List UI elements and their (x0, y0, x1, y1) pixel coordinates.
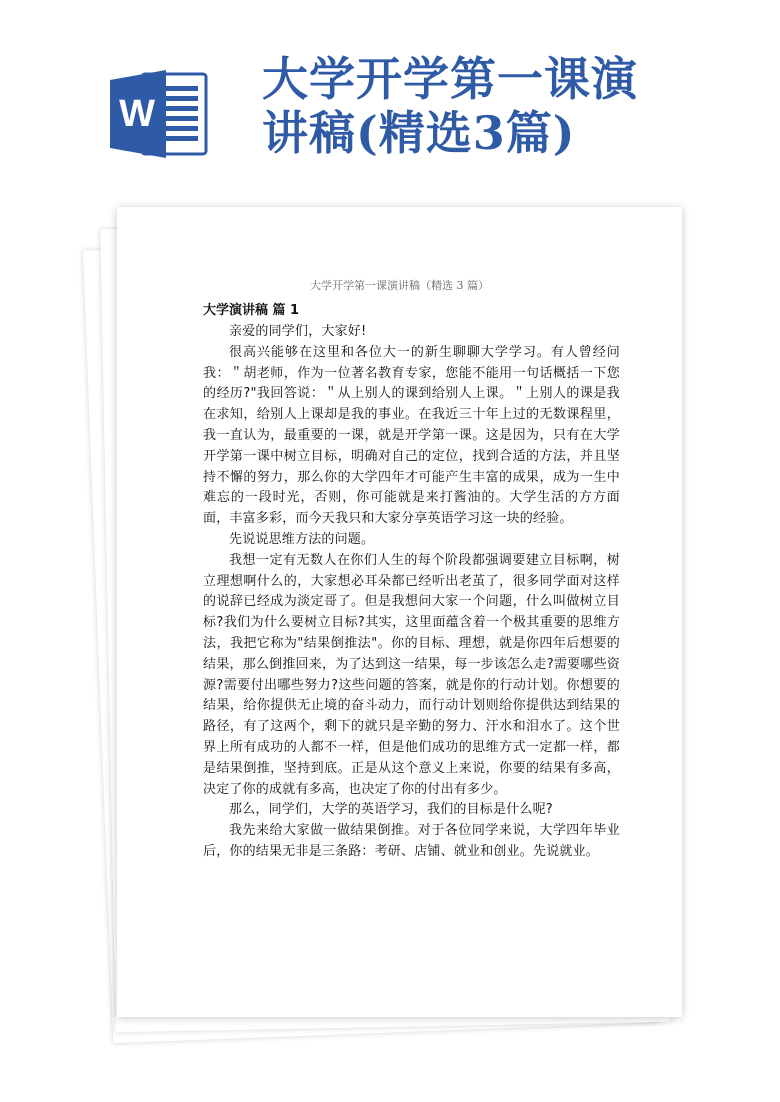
title-line-1: 大学开学第一课演 (262, 52, 638, 106)
word-doc-icon (108, 68, 210, 160)
page-body (203, 301, 620, 863)
paragraph: 亲爱的同学们，大家好! (229, 324, 367, 339)
paragraph: 我想一定有无数人在你们人生的每个阶段都强调要建立目标啊，树立理想啊什么的，大家想必耳朵都已经听出老茧了，很多同学面对这样的说辞已经成为淡定哥了。但是我想问大家一个问题，什么叫做树立目标?我们为什么要树立目标?其实，这里面蕴含着一个极其重要的思维方法，我把它称为"结果倒推法"。你的目标、理想，就是你四年后想要的结果，那么倒推回来，为了达到这一结果，每一步该怎么走?需要哪些资源?需要付出哪些努力?这些问题的答案，就是你的行动计划。你想要的结果，给你提供无止境的奋斗动力，而行动计划则给你提供达到结果的路径，有了这两个，剩下的就只是辛勤的努力、汗水和泪水了。这个世界上所有成功的人都不一样，但是他们成功的思维方式一定都一样，都是结果倒推，坚持到底。正是从这个意义上来说，你要的结果有多高，决定了你的成就有多高，也决定了你的付出有多少。 (203, 552, 620, 797)
paragraph: 我先来给大家做一做结果倒推。对于各位同学来说，大学四年毕业后，你的结果无非是三条路：考研、店铺、就业和创业。先说就业。 (203, 823, 620, 859)
paragraph: 先说说思维方法的问题。 (229, 531, 375, 547)
title-line-2: 讲稿(精选3篇) (262, 106, 576, 160)
word-icon-letter: W (119, 93, 155, 135)
section-title: 大学演讲稿 篇 1 (203, 303, 300, 318)
paragraph: 很高兴能够在这里和各位大一的新生聊聊大学学习。有人曾经问我：＂胡老师，作为一位著名教育专家，您能不能用一句话概括一下您的经历?"我回答说：＂从上别人的课到给别人上课。＂上别人的课是我在求知，给别人上课却是我的事业。在我近三十年上过的无数课程里，我一直认为，最重要的一课，就是开学第一课。这是因为，只有在大学开学第一课中树立目标，明确对自己的定位，找到合适的方法，并且坚持不懈的努力，那么你的大学四年才可能产生丰富的成果，成为一生中难忘的一段时光，否则，你可能就是来打酱油的。大学生活的方方面面，丰富多彩，而今天我只和大家分享英语学习这一块的经验。 (203, 344, 620, 527)
document-title (262, 52, 762, 160)
page-header: 大学开学第一课演讲稿（精选 3 篇） (310, 279, 489, 292)
document-page (117, 207, 682, 1017)
paragraph: 那么，同学们，大学的英语学习，我们的目标是什么呢? (229, 802, 553, 818)
